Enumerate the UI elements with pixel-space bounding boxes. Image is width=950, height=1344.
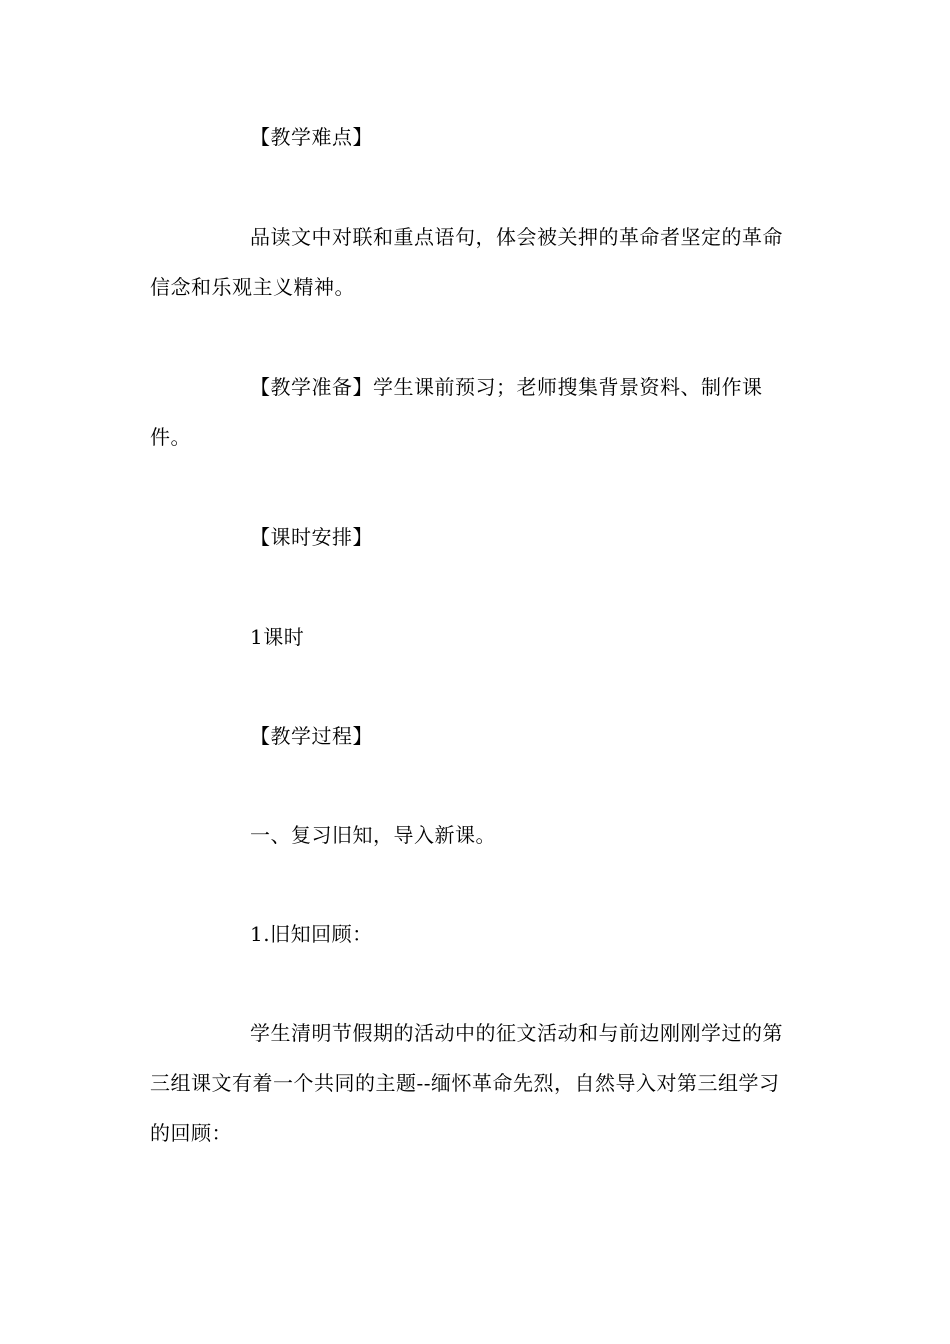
heading-teaching-process: 【教学过程】 [250, 724, 373, 748]
paragraph-review-content: 学生清明节假期的活动中的征文活动和与前边刚刚学过的第三组课文有着一个共同的主题--缅怀革命先烈，自然导入对第三组学习的回顾： [150, 1021, 783, 1145]
subsection-review: 1.旧知回顾： [250, 922, 373, 946]
paragraph-class-hours: 1课时 [250, 625, 305, 649]
heading-teaching-difficulty: 【教学难点】 [250, 125, 373, 149]
section-review-intro: 一、复习旧知，导入新课。 [250, 823, 496, 847]
paragraph-difficulty-content: 品读文中对联和重点语句，体会被关押的革命者坚定的革命信念和乐观主义精神。 [150, 225, 783, 299]
heading-class-schedule: 【课时安排】 [250, 525, 373, 549]
paragraph-teaching-preparation: 【教学准备】学生课前预习；老师搜集背景资料、制作课件。 [150, 375, 763, 449]
